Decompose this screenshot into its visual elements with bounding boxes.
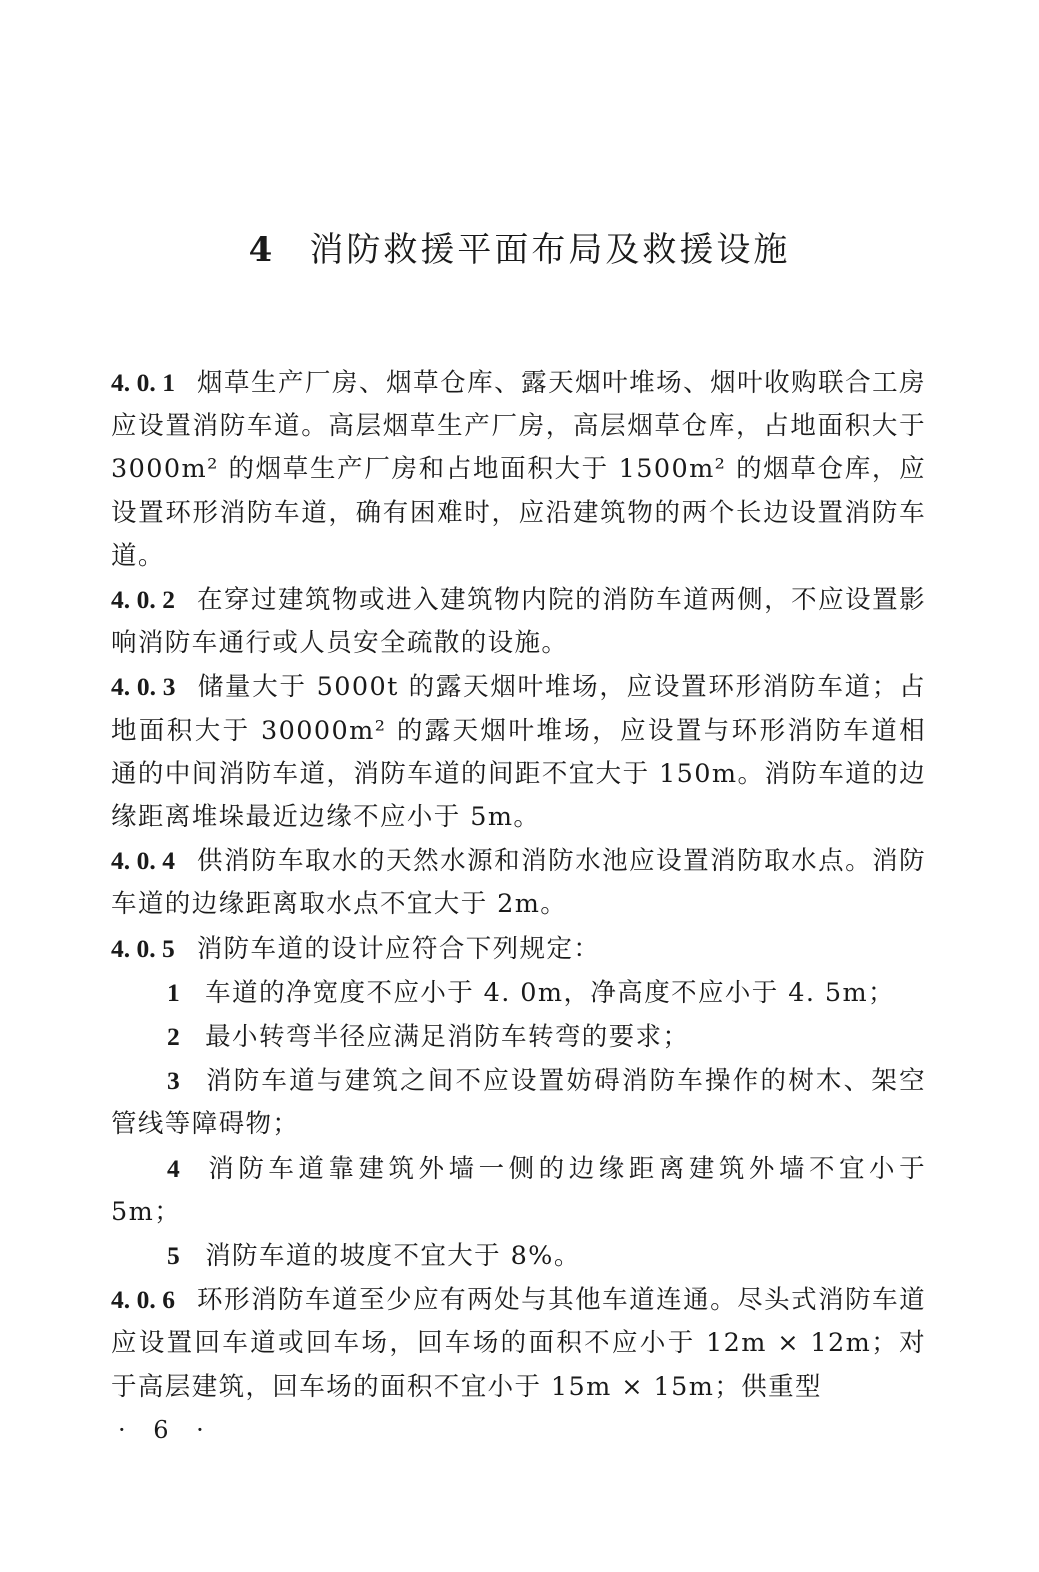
item-number: 4 bbox=[167, 1153, 182, 1183]
clause-4-0-4 bbox=[111, 839, 926, 926]
clause-text: 环形消防车道至少应有两处与其他车道连通。尽头式消防车道应设置回车道或回车场，回车场的面积不应小于 12m × 12m；对于高层建筑，回车场的面积不宜小于 15m × 15m；供重型 bbox=[111, 1285, 926, 1402]
clause-number: 4. 0. 5 bbox=[111, 933, 175, 963]
item-text: 车道的净宽度不应小于 4. 0m，净高度不应小于 4. 5m； bbox=[205, 977, 895, 1008]
item-number: 2 bbox=[167, 1022, 182, 1052]
clause-text: 消防车道的设计应符合下列规定： bbox=[196, 933, 601, 964]
chapter-number: 4 bbox=[248, 230, 276, 270]
clause-number: 4. 0. 6 bbox=[111, 1285, 175, 1315]
clause-text: 储量大于 5000t 的露天烟叶堆场，应设置环形消防车道；占地面积大于 30000m² 的露天烟叶堆场，应设置与环形消防车道相通的中间消防车道，消防车道的间距不宜大于 150m。消防车道的边缘距离堆垛最近边缘不应小于 5m。 bbox=[111, 672, 927, 833]
clause-text: 烟草生产厂房、烟草仓库、露天烟叶堆场、烟叶收购联合工房应设置消防车道。高层烟草生产厂房，高层烟草仓库，占地面积大于 3000m² 的烟草生产厂房和占地面积大于 1500m² 的烟草仓库，应设置环形消防车道，确有困难时，应沿建筑物的两个长边设置消防车道。 bbox=[111, 368, 926, 571]
item-text: 消防车道的坡度不宜大于 8%。 bbox=[205, 1241, 581, 1272]
clause-number: 4. 0. 4 bbox=[111, 846, 175, 876]
clause-number: 4. 0. 1 bbox=[111, 368, 175, 397]
clause-4-0-3 bbox=[111, 665, 926, 839]
item-text: 最小转弯半径应满足消防车转弯的要求； bbox=[205, 1022, 690, 1053]
chapter-title bbox=[0, 220, 1039, 280]
clause-text: 供消防车取水的天然水源和消防水池应设置消防取水点。消防车道的边缘距离取水点不宜大于 2m。 bbox=[111, 846, 926, 920]
chapter-title-text: 消防救援平面布局及救援设施 bbox=[309, 230, 791, 270]
list-item bbox=[111, 1234, 926, 1278]
clause-number: 4. 0. 3 bbox=[111, 672, 176, 702]
clause-number: 4. 0. 2 bbox=[111, 585, 175, 615]
clause-4-0-2 bbox=[111, 578, 926, 665]
clause-4-0-1 bbox=[111, 361, 926, 578]
clause-text: 在穿过建筑物或进入建筑物内院的消防车道两侧，不应设置影响消防车通行或人员安全疏散的设施。 bbox=[111, 585, 926, 659]
item-text: 消防车道靠建筑外墙一侧的边缘距离建筑外墙不宜小于 5m； bbox=[111, 1153, 926, 1227]
list-item bbox=[111, 971, 926, 1015]
clause-4-0-5 bbox=[111, 927, 926, 971]
list-item bbox=[111, 1147, 926, 1234]
clause-4-0-6 bbox=[111, 1278, 926, 1409]
body-text bbox=[111, 361, 926, 1409]
list-item bbox=[111, 1015, 926, 1059]
item-number: 1 bbox=[167, 977, 182, 1007]
page-number: · 6 · bbox=[118, 1416, 214, 1444]
item-number: 5 bbox=[167, 1241, 182, 1271]
list-item bbox=[111, 1059, 926, 1146]
item-number: 3 bbox=[167, 1066, 182, 1096]
item-text: 消防车道与建筑之间不应设置妨碍消防车操作的树木、架空管线等障碍物； bbox=[111, 1066, 926, 1140]
